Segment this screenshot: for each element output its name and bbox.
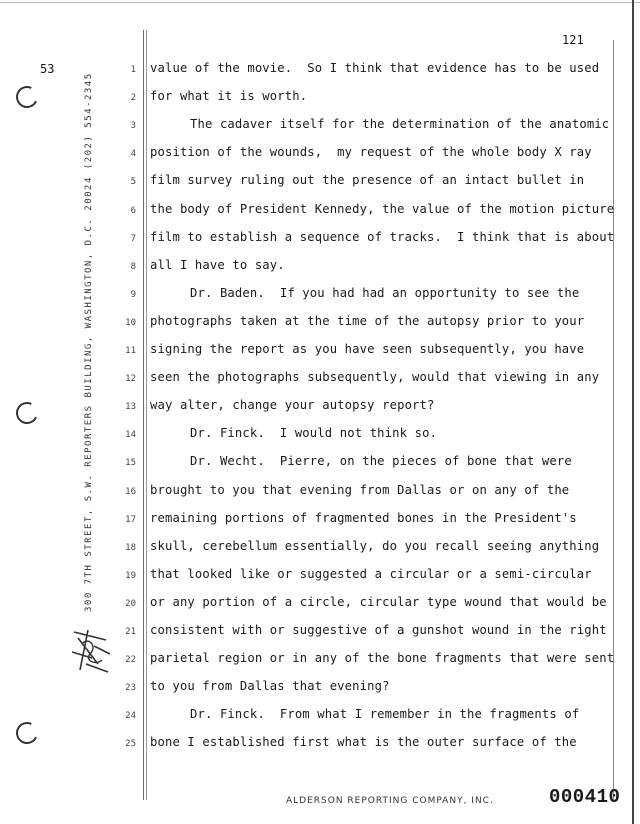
line-number: 4: [130, 149, 136, 160]
line-number: 9: [130, 289, 136, 300]
transcript-line: film to establish a sequence of tracks. I think that is about: [150, 229, 615, 244]
transcript-line: Dr. Finck. I would not think so.: [190, 426, 438, 441]
transcript-line: remaining portions of fragmented bones in the President's: [150, 510, 577, 525]
transcript-line: to you from Dallas that evening?: [150, 679, 390, 694]
line-number: 17: [125, 514, 136, 525]
line-number: 7: [130, 233, 136, 244]
line-number: 16: [125, 486, 136, 497]
transcript-line: way alter, change your autopsy report?: [150, 398, 435, 413]
line-number: 5: [130, 177, 136, 188]
margin-number: 53: [40, 62, 55, 76]
line-number: 23: [125, 683, 136, 694]
line-number: 12: [125, 374, 136, 385]
transcript-line: consistent with or suggestive of a gunshot wound in the right: [150, 623, 607, 637]
line-number: 18: [125, 542, 136, 553]
transcript-line: bone I established first what is the outer surface of the: [150, 735, 577, 750]
line-number: 15: [125, 458, 136, 469]
transcript-line: position of the wounds, my request of the whole body X ray: [150, 145, 592, 160]
transcript-line: parietal region or in any of the bone fragments that were sent: [150, 651, 615, 666]
transcript-line: brought to you that evening from Dallas or on any of the: [150, 482, 570, 497]
line-number: 10: [125, 317, 136, 328]
binder-hole-icon: [13, 719, 41, 747]
line-number: 2: [130, 93, 136, 104]
line-number: 11: [125, 346, 136, 356]
transcript-line: Dr. Baden. If you had had an opportunity to see the: [190, 285, 580, 300]
line-number: 20: [125, 598, 136, 609]
transcript-line: seen the photographs subsequently, would that viewing in any: [150, 370, 600, 385]
line-number: 8: [130, 261, 136, 272]
transcript-line: Dr. Finck. From what I remember in the fragments of: [190, 707, 580, 722]
transcript-line: Dr. Wecht. Pierre, on the pieces of bone that were: [190, 454, 572, 469]
page-edge-line: [632, 0, 634, 824]
transcript-line: or any portion of a circle, circular type wound that would be: [150, 594, 607, 609]
transcript-line: photographs taken at the time of the autopsy prior to your: [150, 313, 585, 328]
line-number: 24: [125, 711, 136, 722]
line-number: 21: [125, 627, 136, 637]
transcript-line: signing the report as you have seen subsequently, you have: [150, 342, 585, 356]
transcript-line: the body of President Kennedy, the value of the motion picture: [150, 201, 615, 216]
right-margin-rule: [613, 40, 614, 800]
line-number: 6: [130, 205, 136, 216]
transcript-line: value of the movie. So I think that evidence has to be used: [150, 61, 600, 75]
reporter-footer: ALDERSON REPORTING COMPANY, INC.: [286, 796, 494, 806]
binder-hole-icon: [13, 399, 41, 427]
transcript-line: The cadaver itself for the determination of the anatomic: [190, 117, 610, 132]
transcript-line: all I have to say.: [150, 257, 285, 272]
transcript-line: skull, cerebellum essentially, do you recall seeing anything: [150, 538, 600, 553]
left-margin-rule-inner: [146, 30, 147, 800]
transcript-line: for what it is worth.: [150, 89, 308, 104]
transcript-line: film survey ruling out the presence of an intact bullet in: [150, 173, 585, 188]
binder-hole-icon: [13, 83, 41, 111]
line-number: 1: [130, 65, 136, 75]
left-margin-rule: [143, 30, 144, 800]
line-number: 13: [125, 402, 136, 413]
page-number: 121: [562, 33, 584, 47]
top-edge-line: [0, 2, 640, 3]
document-number: 000410: [549, 786, 621, 808]
line-number: 14: [125, 430, 136, 441]
line-number: 3: [130, 121, 136, 132]
line-number: 19: [125, 570, 136, 581]
reporter-address: 300 7TH STREET, S.W. REPORTERS BUILDING, WASHINGTON, D.C. 20024 (202) 554-2345: [84, 72, 94, 612]
transcript-line: that looked like or suggested a circular or a semi-circular: [150, 566, 592, 581]
line-number: 22: [125, 655, 136, 666]
line-number: 25: [125, 739, 136, 750]
